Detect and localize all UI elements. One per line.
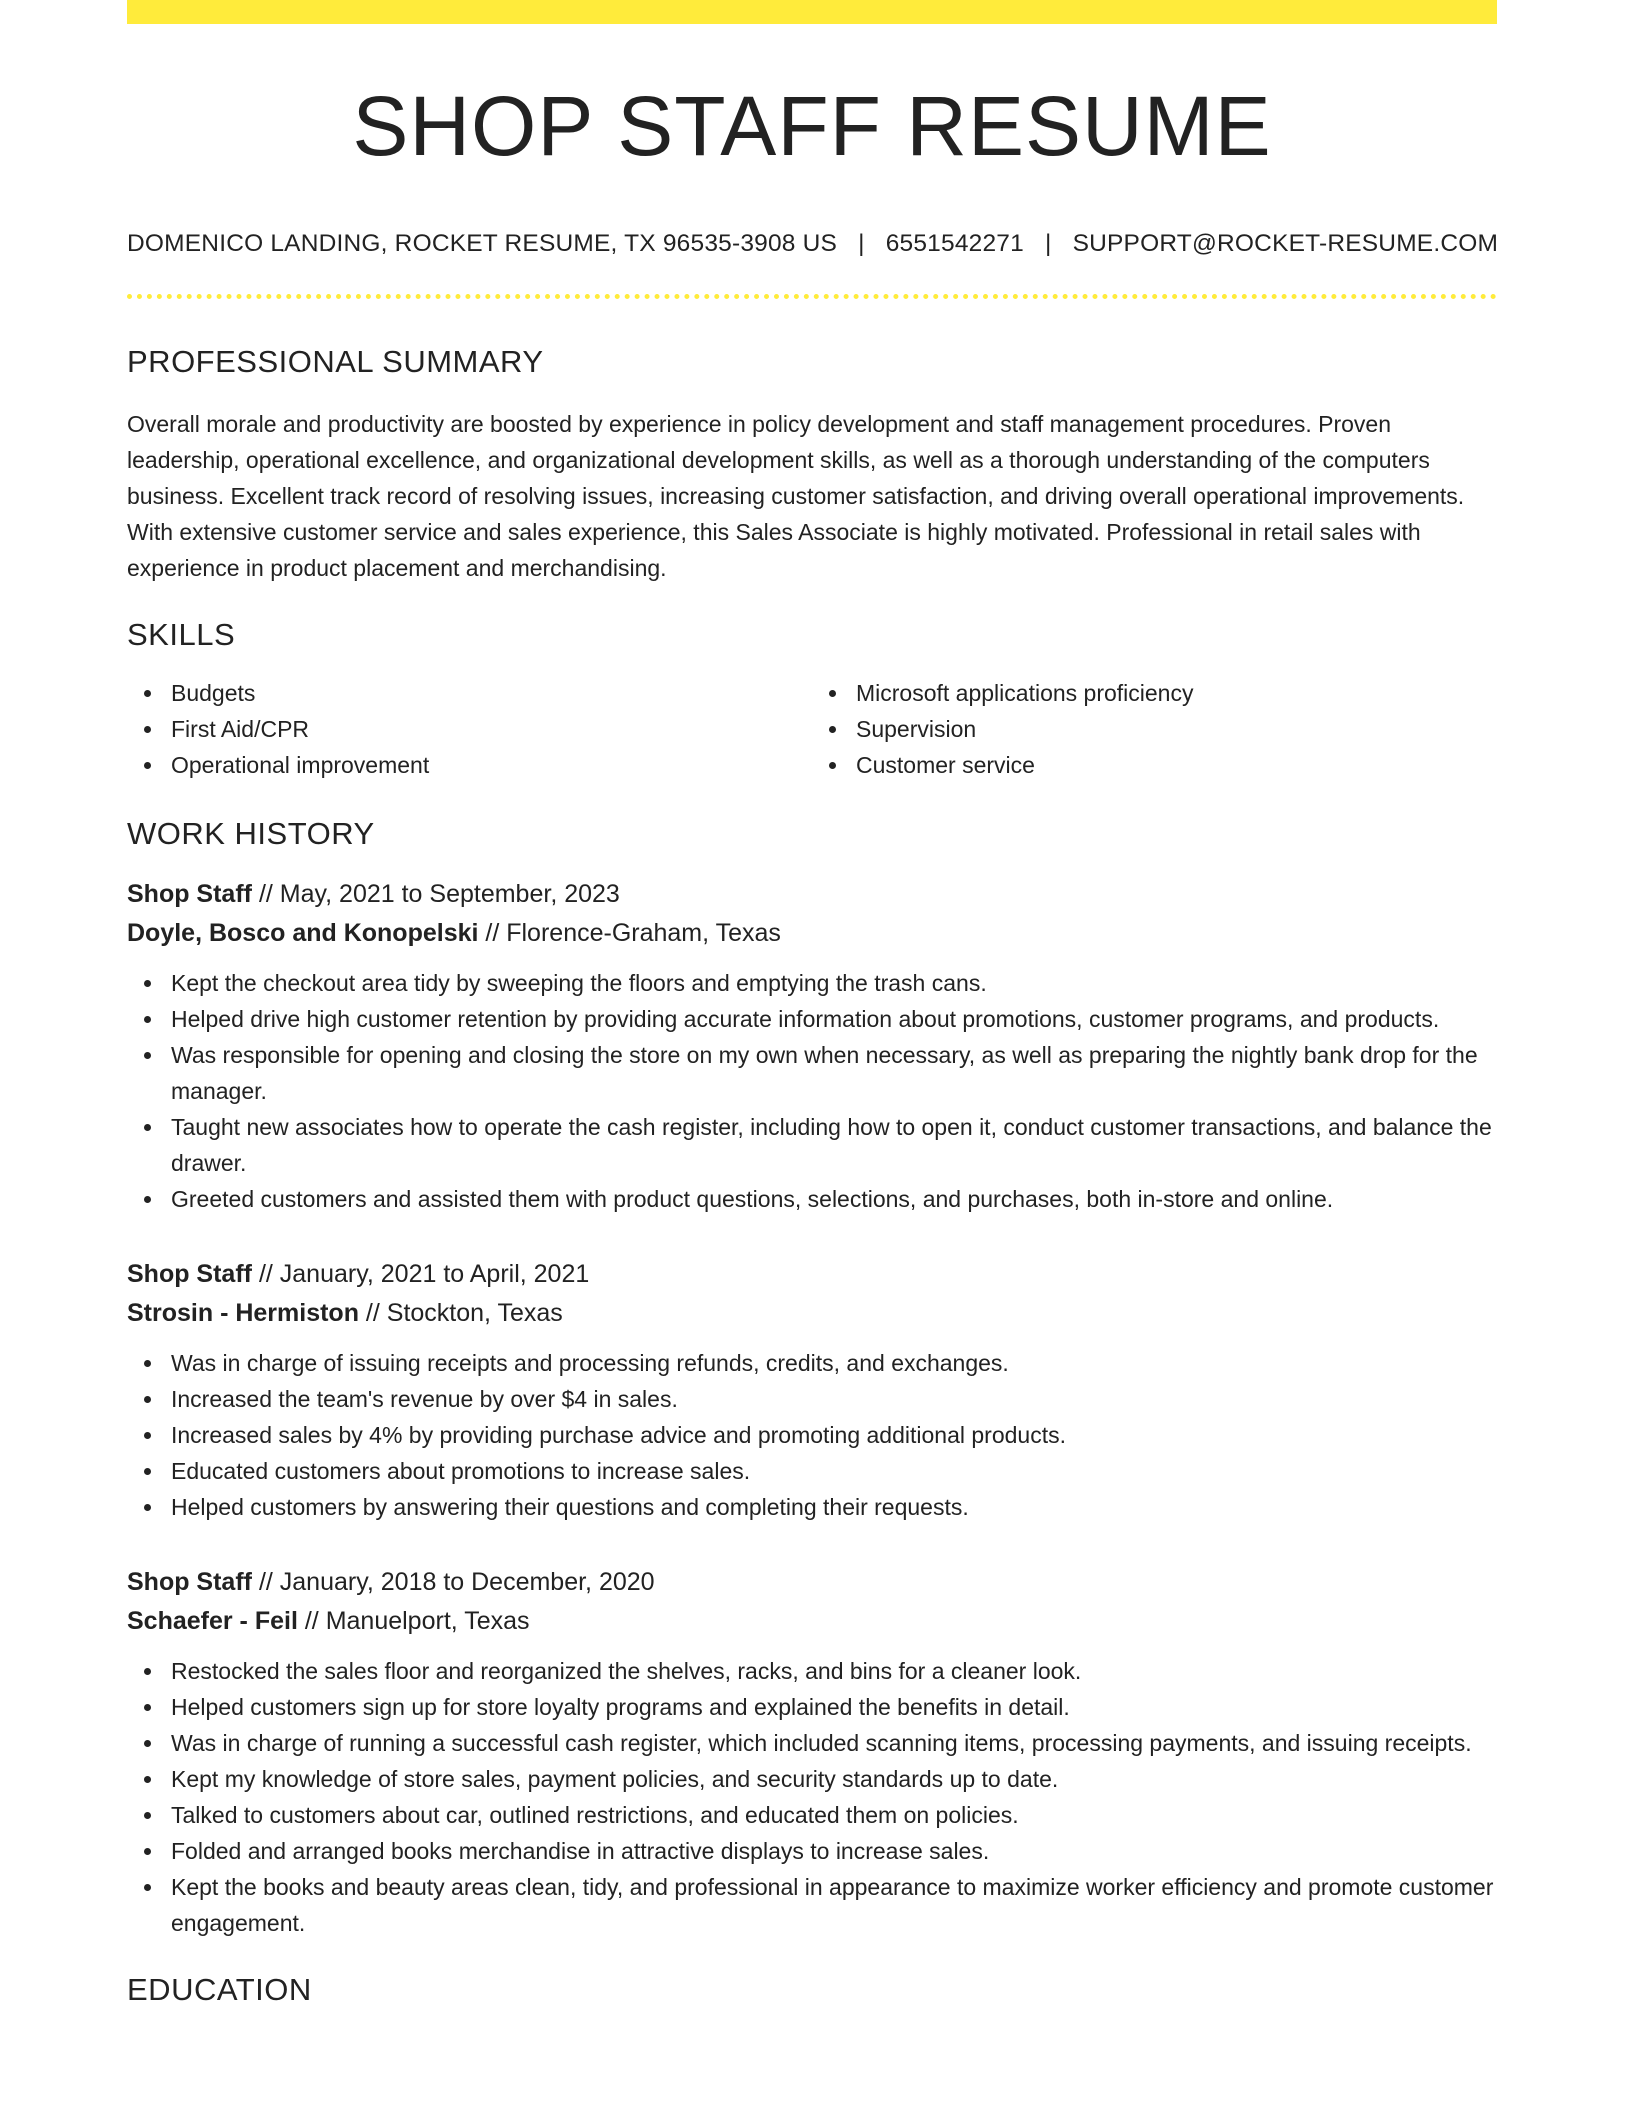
resume-page <box>127 0 1497 2008</box>
job-bullet: Was in charge of running a successful cash register, which included scanning items, processing payments, and issuing receipts. <box>127 1725 1497 1761</box>
job-dates: // January, 2021 to April, 2021 <box>252 1259 590 1288</box>
skills-column-right <box>812 675 1497 783</box>
contact-address: DOMENICO LANDING, ROCKET RESUME, TX 96535-3908 US <box>127 230 838 257</box>
job-company: Strosin - Hermiston <box>127 1298 359 1327</box>
job-title: Shop Staff <box>127 1259 252 1288</box>
job-dates: // May, 2021 to September, 2023 <box>252 879 620 908</box>
job-title-line <box>127 1563 1497 1602</box>
skill-item: Operational improvement <box>127 747 812 783</box>
job-bullet: Helped drive high customer retention by providing accurate information about promotions, customer programs, and products. <box>127 1001 1497 1037</box>
job-dates: // January, 2018 to December, 2020 <box>252 1567 655 1596</box>
job-bullet: Kept the books and beauty areas clean, tidy, and professional in appearance to maximize worker efficiency and promote customer engagement. <box>127 1869 1497 1941</box>
skill-item: Supervision <box>812 711 1497 747</box>
job-bullet: Was in charge of issuing receipts and processing refunds, credits, and exchanges. <box>127 1345 1497 1381</box>
job-bullet: Kept the checkout area tidy by sweeping the floors and emptying the trash cans. <box>127 965 1497 1001</box>
job-title-line <box>127 1255 1497 1294</box>
job-company-line <box>127 914 1497 953</box>
job-bullet: Greeted customers and assisted them with product questions, selections, and purchases, both in-store and online. <box>127 1181 1497 1217</box>
job-bullet: Helped customers sign up for store loyalty programs and explained the benefits in detail. <box>127 1689 1497 1725</box>
work-history-heading: WORK HISTORY <box>127 816 375 852</box>
job-entry <box>127 1255 1497 1525</box>
summary-heading: PROFESSIONAL SUMMARY <box>127 344 544 379</box>
job-entry <box>127 875 1497 1217</box>
job-bullet: Helped customers by answering their questions and completing their requests. <box>127 1489 1497 1525</box>
job-bullets <box>127 1653 1497 1941</box>
skill-item: Customer service <box>812 747 1497 783</box>
job-bullet: Educated customers about promotions to increase sales. <box>127 1453 1497 1489</box>
job-location: // Manuelport, Texas <box>297 1606 530 1635</box>
contact-phone: 6551542271 <box>885 230 1024 257</box>
job-bullet: Increased the team's revenue by over $4 in sales. <box>127 1381 1497 1417</box>
summary-text: Overall morale and productivity are boosted by experience in policy development and staff management procedures. Proven leadership, operational excellence, and organizational development skills, as well as a thorough understanding of the computers business. Excellent track record of resolving issues, increasing customer satisfaction, and driving overall operational improvements. With extensive customer service and sales experience, this Sales Associate is highly motivated. Professional in retail sales with experience in product placement and merchandising. <box>127 411 1465 582</box>
job-bullet: Taught new associates how to operate the cash register, including how to open it, conduct customer transactions, and balance the drawer. <box>127 1109 1497 1181</box>
job-bullet: Folded and arranged books merchandise in attractive displays to increase sales. <box>127 1833 1497 1869</box>
skill-item: Budgets <box>127 675 812 711</box>
job-bullet: Was responsible for opening and closing the store on my own when necessary, as well as preparing the nightly bank drop for the manager. <box>127 1037 1497 1109</box>
skills-column-left <box>127 675 812 783</box>
job-company: Schaefer - Feil <box>127 1606 298 1635</box>
job-bullets <box>127 1345 1497 1525</box>
job-bullets <box>127 965 1497 1217</box>
skills-list <box>127 675 1497 783</box>
skill-item: Microsoft applications proficiency <box>812 675 1497 711</box>
job-title: Shop Staff <box>127 1567 252 1596</box>
contact-separator: | <box>858 230 865 257</box>
job-company-line <box>127 1602 1497 1641</box>
job-company: Doyle, Bosco and Konopelski <box>127 918 479 947</box>
job-entry <box>127 1563 1497 1941</box>
job-bullet: Kept my knowledge of store sales, payment policies, and security standards up to date. <box>127 1761 1497 1797</box>
contact-separator: | <box>1044 230 1052 257</box>
education-heading: EDUCATION <box>127 1971 312 2007</box>
job-bullet: Increased sales by 4% by providing purchase advice and promoting additional products. <box>127 1417 1497 1453</box>
job-title: Shop Staff <box>127 879 252 908</box>
skill-item: First Aid/CPR <box>127 711 812 747</box>
top-accent-bar <box>127 0 1497 24</box>
job-bullet: Talked to customers about car, outlined restrictions, and educated them on policies. <box>127 1797 1497 1833</box>
job-title-line <box>127 875 1497 914</box>
job-bullet: Restocked the sales floor and reorganized the shelves, racks, and bins for a cleaner look. <box>127 1653 1497 1689</box>
job-location: // Florence-Graham, Texas <box>478 918 781 947</box>
job-location: // Stockton, Texas <box>358 1298 563 1327</box>
contact-line <box>127 230 1497 258</box>
job-company-line <box>127 1294 1497 1333</box>
skills-heading: SKILLS <box>127 617 236 653</box>
resume-title: SHOP STAFF RESUME <box>352 79 1272 173</box>
contact-email: SUPPORT@ROCKET-RESUME.COM <box>1072 230 1499 257</box>
dotted-divider <box>127 294 1497 299</box>
